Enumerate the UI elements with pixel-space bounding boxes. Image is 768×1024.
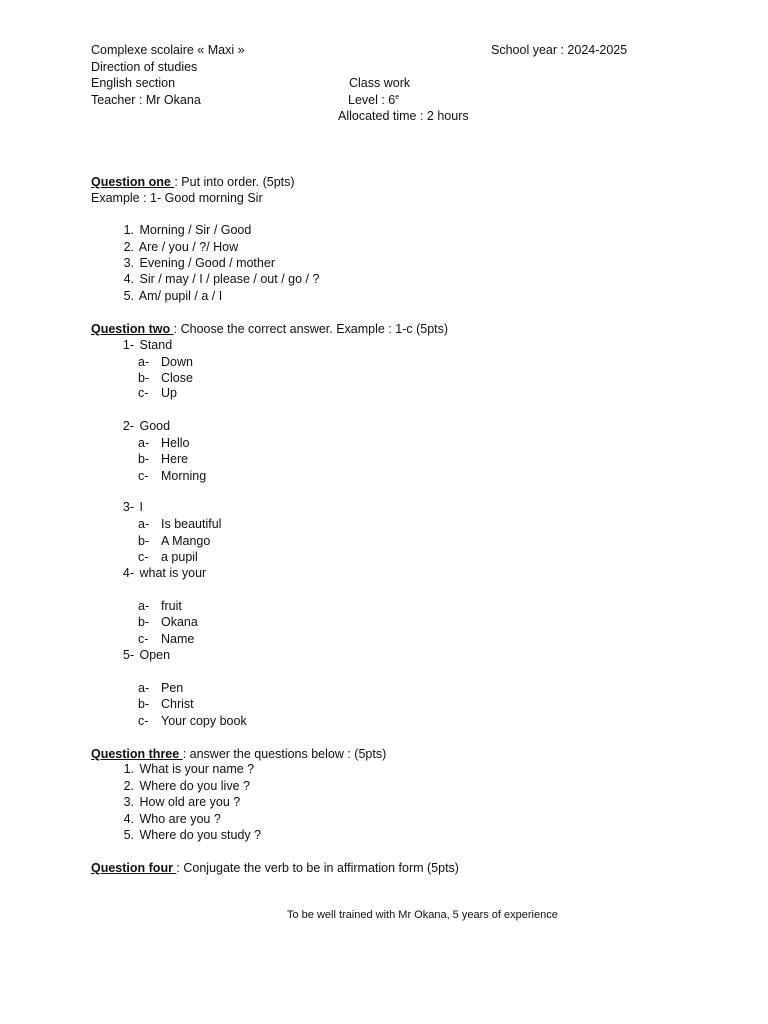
list-item: 5. Am/ pupil / a / I — [123, 289, 223, 303]
option: c- a pupil — [138, 550, 198, 564]
level-superscript: e — [395, 93, 400, 101]
list-item: 2. Are / you / ?/ How — [123, 240, 239, 254]
option: a- fruit — [138, 599, 182, 613]
list-item: 3- I — [122, 500, 143, 514]
option: a- Hello — [138, 436, 190, 450]
level-text: Level : 6 — [348, 93, 396, 107]
school-year: School year : 2024-2025 — [491, 43, 628, 57]
direction-of-studies: Direction of studies — [91, 60, 198, 74]
option: c- Morning — [138, 469, 207, 483]
question-one-title: Question one — [91, 175, 175, 189]
question-one-example: Example : 1- Good morning Sir — [91, 191, 263, 205]
english-section: English section — [91, 76, 176, 90]
option: a- Pen — [138, 681, 184, 695]
question-two-instruction: : Choose the correct answer. Example : 1-c (5pts) — [173, 322, 449, 336]
option: c- Up — [138, 386, 177, 400]
school-name: Complexe scolaire « Maxi » — [91, 43, 245, 57]
option: b- Christ — [138, 697, 194, 711]
footer-note: To be well trained with Mr Okana, 5 years of experience — [287, 909, 558, 921]
level — [348, 92, 399, 108]
question-one-heading — [91, 174, 295, 190]
option: b- Close — [138, 371, 193, 385]
option: a- Is beautiful — [138, 517, 222, 531]
question-three-instruction: : answer the questions below : (5pts) — [182, 747, 387, 761]
question-three-title: Question three — [91, 747, 183, 761]
list-item: 5- Open — [122, 648, 171, 662]
question-three-heading — [91, 746, 386, 762]
option: a- Down — [138, 355, 193, 369]
list-item: 1. Morning / Sir / Good — [123, 223, 252, 237]
list-item: 4- what is your — [122, 566, 207, 580]
question-four-title: Question four — [91, 861, 177, 875]
list-item: 4. Sir / may / I / please / out / go / ? — [123, 272, 320, 286]
option: b- Okana — [138, 615, 198, 629]
question-two-title: Question two — [91, 322, 174, 336]
list-item: 5. Where do you study ? — [123, 828, 262, 842]
class-work: Class work — [349, 76, 411, 90]
option: b- A Mango — [138, 534, 211, 548]
teacher: Teacher : Mr Okana — [91, 93, 201, 107]
list-item: 2- Good — [122, 419, 171, 433]
list-item: 4. Who are you ? — [123, 812, 221, 826]
list-item: 1- Stand — [122, 338, 173, 352]
question-one-instruction: : Put into order. (5pts) — [174, 175, 295, 189]
option: c- Name — [138, 632, 195, 646]
list-item: 3. Evening / Good / mother — [123, 256, 275, 270]
list-item: 2. Where do you live ? — [123, 779, 250, 793]
option: b- Here — [138, 452, 189, 466]
question-two-heading — [91, 321, 448, 337]
question-four-heading — [91, 860, 459, 876]
question-four-instruction: : Conjugate the verb to be in affirmation form (5pts) — [176, 861, 459, 875]
allocated-time: Allocated time : 2 hours — [338, 109, 469, 123]
option: c- Your copy book — [138, 714, 247, 728]
list-item: 1. What is your name ? — [123, 762, 255, 776]
list-item: 3. How old are you ? — [123, 795, 241, 809]
